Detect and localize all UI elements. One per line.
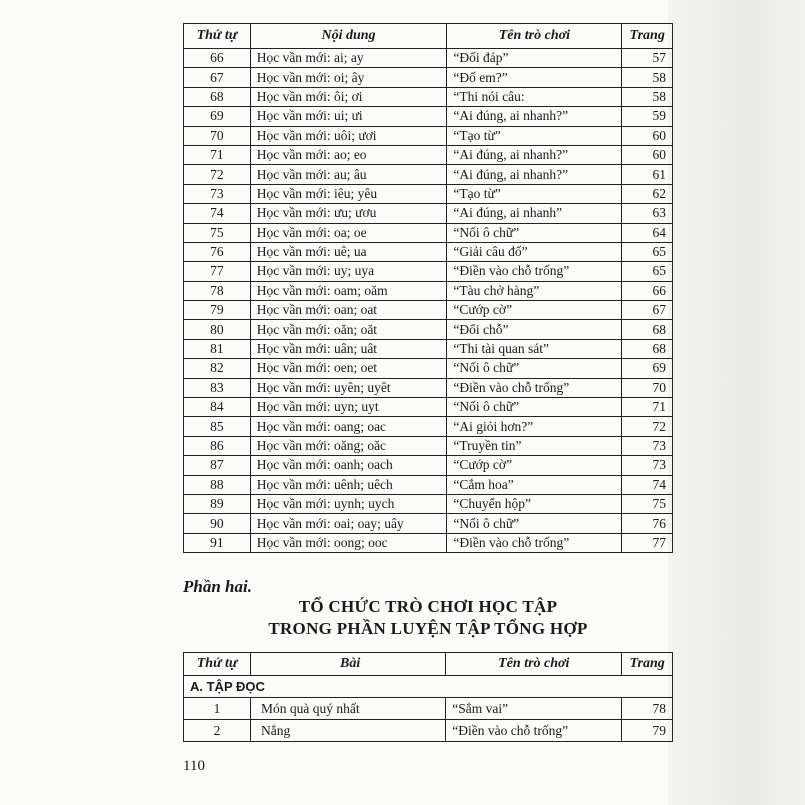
cell-order: 79	[184, 301, 251, 320]
cell-order: 76	[184, 242, 251, 261]
cell-game: “Tàu chở hàng”	[447, 281, 622, 300]
table-row	[184, 184, 673, 203]
cell-order: 2	[184, 720, 251, 742]
table-header-row	[184, 24, 673, 49]
cell-content: Học vần mới: uênh; uêch	[250, 475, 447, 494]
cell-content: Học vần mới: oa; oe	[250, 223, 447, 242]
table-row	[184, 494, 673, 513]
cell-content: Học vần mới: ôi; ơi	[250, 87, 447, 106]
cell-order: 71	[184, 145, 251, 164]
cell-page: 77	[622, 533, 673, 552]
cell-game: “Nối ô chữ”	[447, 359, 622, 378]
cell-page: 66	[622, 281, 673, 300]
cell-content: Học vần mới: uân; uât	[250, 339, 447, 358]
cell-game: “Đổi chỗ”	[447, 320, 622, 339]
cell-content: Học vần mới: ưu; ươu	[250, 204, 447, 223]
cell-content: Học vần mới: iêu; yêu	[250, 184, 447, 203]
cell-game: “Ai đúng, ai nhanh”	[447, 204, 622, 223]
cell-page: 73	[622, 456, 673, 475]
cell-game: “Ai đúng, ai nhanh?”	[447, 107, 622, 126]
table-row	[184, 456, 673, 475]
cell-page: 68	[622, 320, 673, 339]
table-row	[184, 87, 673, 106]
cell-order: 74	[184, 204, 251, 223]
cell-game: “Ai đúng, ai nhanh?”	[447, 165, 622, 184]
cell-order: 83	[184, 378, 251, 397]
cell-game: “Điền vào chỗ trống”	[447, 533, 622, 552]
cell-page: 76	[622, 514, 673, 533]
section-heading-line2: TRONG PHẦN LUYỆN TẬP TỔNG HỢP	[268, 619, 588, 638]
cell-page: 67	[622, 301, 673, 320]
col-header-content: Nội dung	[250, 24, 447, 49]
table-row	[184, 378, 673, 397]
section-label: A. TẬP ĐỌC	[184, 676, 673, 698]
col-header-page: Trang	[622, 653, 673, 676]
col-header-order: Thứ tự	[184, 653, 251, 676]
cell-game: “Ai giỏi hơn?”	[447, 417, 622, 436]
cell-order: 1	[184, 698, 251, 720]
table-row	[184, 49, 673, 68]
cell-content: Học vần mới: ao; eo	[250, 145, 447, 164]
cell-order: 88	[184, 475, 251, 494]
table-row	[184, 417, 673, 436]
table-row	[184, 107, 673, 126]
cell-page: 75	[622, 494, 673, 513]
cell-page: 72	[622, 417, 673, 436]
col-header-page: Trang	[622, 24, 673, 49]
cell-game: “Cướp cờ”	[447, 301, 622, 320]
table-row	[184, 301, 673, 320]
cell-order: 69	[184, 107, 251, 126]
cell-game: “Nối ô chữ”	[447, 398, 622, 417]
cell-content: Học vần mới: au; âu	[250, 165, 447, 184]
cell-order: 77	[184, 262, 251, 281]
cell-page: 65	[622, 262, 673, 281]
cell-order: 80	[184, 320, 251, 339]
part-label: Phần hai.	[183, 577, 252, 596]
table-row	[184, 145, 673, 164]
cell-game: “Cắm hoa”	[447, 475, 622, 494]
table-row	[184, 339, 673, 358]
cell-game: “Đối đáp”	[447, 49, 622, 68]
cell-order: 84	[184, 398, 251, 417]
cell-page: 60	[622, 126, 673, 145]
cell-order: 87	[184, 456, 251, 475]
cell-lesson: Nắng	[251, 720, 446, 742]
table-header-row	[184, 653, 673, 676]
cell-page: 68	[622, 339, 673, 358]
table-row	[184, 126, 673, 145]
section-row	[184, 676, 673, 698]
cell-game: “Cướp cờ”	[447, 456, 622, 475]
cell-order: 75	[184, 223, 251, 242]
cell-game: “Tạo từ”	[447, 184, 622, 203]
cell-content: Học vần mới: oăng; oăc	[250, 436, 447, 455]
cell-content: Học vần mới: oong; ooc	[250, 533, 447, 552]
cell-order: 82	[184, 359, 251, 378]
cell-order: 70	[184, 126, 251, 145]
cell-order: 66	[184, 49, 251, 68]
cell-content: Học vần mới: oen; oet	[250, 359, 447, 378]
table-row	[184, 68, 673, 87]
table-row	[184, 320, 673, 339]
cell-page: 57	[622, 49, 673, 68]
cell-page: 58	[622, 68, 673, 87]
cell-game: “Giải câu đố”	[447, 242, 622, 261]
cell-game: “Thi tài quan sát”	[447, 339, 622, 358]
table-row	[184, 436, 673, 455]
table-body	[184, 49, 673, 553]
cell-game: “Điền vào chỗ trống”	[446, 720, 622, 742]
cell-game: “Thi nói câu:	[447, 87, 622, 106]
table-row	[184, 223, 673, 242]
lesson-games-table	[183, 23, 673, 553]
page-edge-shadow	[668, 0, 805, 805]
cell-content: Học vần mới: oanh; oach	[250, 456, 447, 475]
cell-order: 81	[184, 339, 251, 358]
cell-game: “Ai đúng, ai nhanh?”	[447, 145, 622, 164]
col-header-order: Thứ tự	[184, 24, 251, 49]
table-row	[184, 398, 673, 417]
cell-content: Học vần mới: uynh; uych	[250, 494, 447, 513]
table-row	[184, 533, 673, 552]
cell-page: 59	[622, 107, 673, 126]
col-header-game: Tên trò chơi	[446, 653, 622, 676]
table-row	[184, 204, 673, 223]
cell-page: 61	[622, 165, 673, 184]
cell-page: 70	[622, 378, 673, 397]
cell-page: 60	[622, 145, 673, 164]
cell-page: 62	[622, 184, 673, 203]
table-row	[184, 475, 673, 494]
table-row	[184, 698, 673, 720]
cell-content: Học vần mới: oai; oay; uây	[250, 514, 447, 533]
cell-content: Học vần mới: oi; ây	[250, 68, 447, 87]
col-header-game: Tên trò chơi	[447, 24, 622, 49]
cell-page: 65	[622, 242, 673, 261]
cell-content: Học vần mới: ai; ay	[250, 49, 447, 68]
table-row	[184, 514, 673, 533]
cell-content: Học vần mới: oam; oăm	[250, 281, 447, 300]
cell-order: 72	[184, 165, 251, 184]
cell-content: Học vần mới: uy; uya	[250, 262, 447, 281]
cell-page: 58	[622, 87, 673, 106]
col-header-lesson: Bài	[251, 653, 446, 676]
table-row	[184, 165, 673, 184]
cell-order: 85	[184, 417, 251, 436]
cell-content: Học vần mới: uôi; ươi	[250, 126, 447, 145]
cell-page: 63	[622, 204, 673, 223]
cell-content: Học vần mới: oan; oat	[250, 301, 447, 320]
cell-game: “Tạo từ”	[447, 126, 622, 145]
cell-content: Học vần mới: oăn; oăt	[250, 320, 447, 339]
cell-order: 89	[184, 494, 251, 513]
section-heading-line1: TỔ CHỨC TRÒ CHƠI HỌC TẬP	[298, 597, 558, 616]
cell-page: 79	[622, 720, 673, 742]
cell-page: 64	[622, 223, 673, 242]
cell-order: 78	[184, 281, 251, 300]
table-row	[184, 359, 673, 378]
cell-order: 73	[184, 184, 251, 203]
cell-game: “Điền vào chỗ trống”	[447, 378, 622, 397]
cell-game: “Nối ô chữ”	[447, 514, 622, 533]
cell-order: 67	[184, 68, 251, 87]
cell-game: “Chuyển hộp”	[447, 494, 622, 513]
cell-content: Học vần mới: oang; oac	[250, 417, 447, 436]
table-row	[184, 720, 673, 742]
cell-game: “Đố em?”	[447, 68, 622, 87]
cell-content: Học vần mới: ui; ưi	[250, 107, 447, 126]
cell-game: “Điền vào chỗ trống”	[447, 262, 622, 281]
table-row	[184, 262, 673, 281]
cell-order: 90	[184, 514, 251, 533]
cell-page: 78	[622, 698, 673, 720]
cell-page: 69	[622, 359, 673, 378]
cell-game: “Truyền tin”	[447, 436, 622, 455]
cell-lesson: Món quà quý nhất	[251, 698, 446, 720]
page-number: 110	[183, 758, 205, 774]
cell-order: 68	[184, 87, 251, 106]
table-row	[184, 281, 673, 300]
cell-game: “Sắm vai”	[446, 698, 622, 720]
practice-games-table	[183, 652, 673, 742]
cell-order: 91	[184, 533, 251, 552]
cell-content: Học vần mới: uê; ua	[250, 242, 447, 261]
cell-content: Học vần mới: uyn; uyt	[250, 398, 447, 417]
cell-order: 86	[184, 436, 251, 455]
cell-page: 71	[622, 398, 673, 417]
cell-game: “Nối ô chữ”	[447, 223, 622, 242]
cell-page: 73	[622, 436, 673, 455]
cell-page: 74	[622, 475, 673, 494]
cell-content: Học vần mới: uyên; uyêt	[250, 378, 447, 397]
table-row	[184, 242, 673, 261]
